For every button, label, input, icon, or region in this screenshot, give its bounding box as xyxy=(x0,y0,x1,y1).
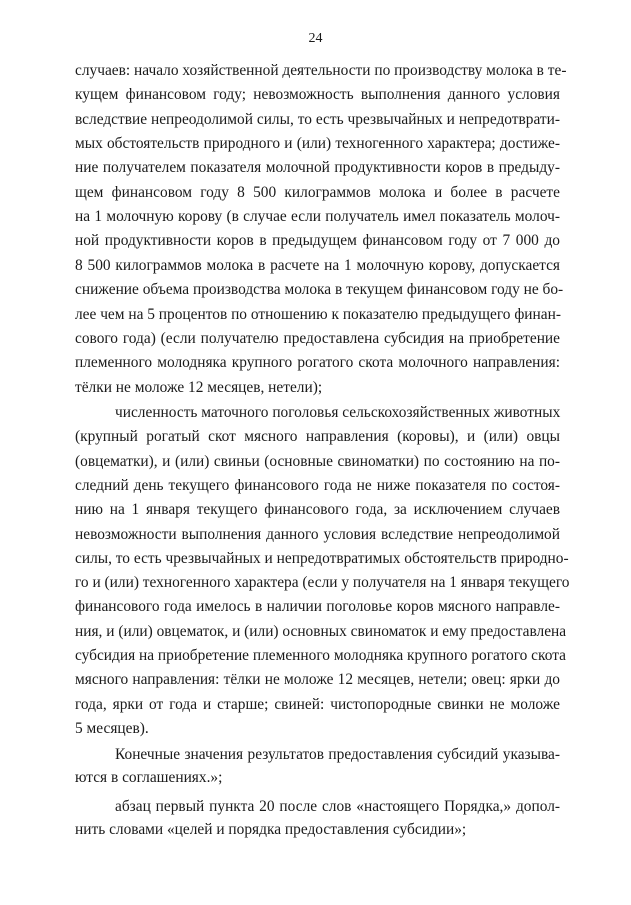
text-line: невозможности выполнения данного условия вследствие непреодолимой xyxy=(75,525,560,543)
text-line: года, ярки от года и старше; свиней: чистопородные свинки не моложе xyxy=(75,695,560,713)
text-line: нию на 1 января текущего финансового года, за исключением случаев xyxy=(75,501,560,519)
text-line: на 1 молочную корову (в случае если получатель имел показатель молоч- xyxy=(75,208,560,226)
text-line: следний день текущего финансового года не ниже показателя по состоя- xyxy=(75,476,560,494)
text-line: Конечные значения результатов предоставления субсидий указыва- xyxy=(115,746,560,763)
text-line: снижение объема производства молока в текущем финансовом году не бо- xyxy=(75,281,564,299)
text-line: племенного молодняка крупного рогатого скота молочного направления: xyxy=(75,354,560,372)
text-line: тёлки не моложе 12 месяцев, нетели); xyxy=(75,378,323,396)
text-line: финансового года имелось в наличии поголовье коров мясного направле- xyxy=(75,598,560,616)
text-line: ние получателем показателя молочной продуктивности коров в предыду- xyxy=(75,159,560,177)
text-line: ной продуктивности коров в предыдущем финансовом году от 7 000 до xyxy=(75,232,560,250)
text-line: 5 месяцев). xyxy=(75,719,149,737)
text-line: го и (или) техногенного характера (если у получателя на 1 января текущего xyxy=(75,574,570,592)
text-line: численность маточного поголовья сельскохозяйственных животных xyxy=(115,404,561,421)
page-number: 24 xyxy=(308,31,323,46)
text-line: нить словами «целей и порядка предоставления субсидии»; xyxy=(75,821,467,838)
text-line: мясного направления: тёлки не моложе 12 месяцев, нетели; овец: ярки до xyxy=(75,671,560,689)
text-line: (крупный рогатый скот мясного направления (коровы), и (или) овцы xyxy=(75,428,560,446)
text-line: 8 500 килограммов молока в расчете на 1 молочную корову, допускается xyxy=(75,256,560,274)
text-line: абзац первый пункта 20 после слов «настоящего Порядка,» допол- xyxy=(115,798,560,815)
text-line: субсидия на приобретение племенного молодняка крупного рогатого скота xyxy=(75,647,566,664)
text-line: ются в соглашениях.»; xyxy=(75,769,223,786)
text-line: сового года) (если получателю предоставлена субсидия на приобретение xyxy=(75,329,560,347)
text-line: щем финансовом году 8 500 килограммов молока и более в расчете xyxy=(75,183,560,201)
text-line: случаев: начало хозяйственной деятельности по производству молока в те- xyxy=(75,62,567,79)
text-line: силы, то есть чрезвычайных и непредотвратимых обстоятельств природно- xyxy=(75,549,569,567)
text-line: кущем финансовом году; невозможность выполнения данного условия xyxy=(75,86,560,104)
text-line: вследствие непреодолимой силы, то есть чрезвычайных и непредотврати- xyxy=(75,110,560,128)
text-line: ния, и (или) овцематок, и (или) основных свиноматок и ему предоставлена xyxy=(75,622,567,640)
text-line: мых обстоятельств природного и (или) техногенного характера; достиже- xyxy=(75,135,560,153)
text-line: (овцематки), и (или) свиньи (основные свиноматки) по состоянию на по- xyxy=(75,452,560,470)
text-line: лее чем на 5 процентов по отношению к показателю предыдущего финан- xyxy=(75,305,561,323)
